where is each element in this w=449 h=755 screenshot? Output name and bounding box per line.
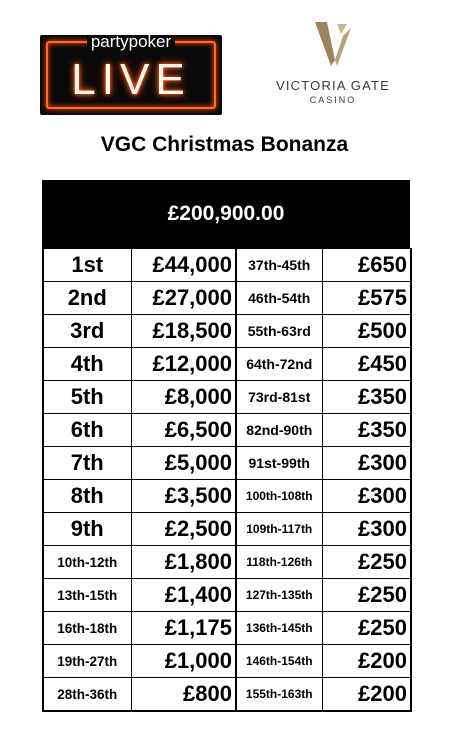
payout-grid <box>42 248 412 712</box>
prize-cell: £200 <box>322 678 411 712</box>
prize-cell: £12,000 <box>131 348 236 381</box>
place-cell: 4th <box>43 348 131 381</box>
victoria-gate-name: VICTORIA GATE <box>275 78 391 93</box>
prize-cell: £250 <box>322 579 411 612</box>
place-cell: 16th-18th <box>43 612 131 645</box>
prize-cell: £300 <box>322 480 411 513</box>
place-cell: 19th-27th <box>43 645 131 678</box>
victoria-gate-casino-label: CASINO <box>309 95 357 105</box>
place-cell: 155th-163th <box>236 678 322 712</box>
place-cell: 6th <box>43 414 131 447</box>
place-cell: 91st-99th <box>236 447 322 480</box>
victoria-gate-v-mark-icon <box>313 20 353 68</box>
prize-cell: £2,500 <box>131 513 236 546</box>
place-cell: 13th-15th <box>43 579 131 612</box>
prize-cell: £8,000 <box>131 381 236 414</box>
payout-row <box>43 315 411 348</box>
total-prize-pool: £200,900.00 <box>42 180 410 248</box>
place-cell: 64th-72nd <box>236 348 322 381</box>
place-cell: 3rd <box>43 315 131 348</box>
place-cell: 2nd <box>43 282 131 315</box>
payout-row <box>43 612 411 645</box>
payout-row <box>43 282 411 315</box>
prize-cell: £250 <box>322 612 411 645</box>
prize-cell: £200 <box>322 645 411 678</box>
place-cell: 28th-36th <box>43 678 131 712</box>
payout-row <box>43 645 411 678</box>
payout-row <box>43 381 411 414</box>
payout-row <box>43 678 411 712</box>
prize-cell: £650 <box>322 249 411 282</box>
prize-cell: £350 <box>322 414 411 447</box>
victoria-gate-logo <box>268 20 398 115</box>
place-cell: 1st <box>43 249 131 282</box>
prize-cell: £3,500 <box>131 480 236 513</box>
place-cell: 9th <box>43 513 131 546</box>
prize-cell: £250 <box>322 546 411 579</box>
place-cell: 7th <box>43 447 131 480</box>
place-cell: 136th-145th <box>236 612 322 645</box>
payout-row <box>43 513 411 546</box>
prize-cell: £44,000 <box>131 249 236 282</box>
partypoker-live-logo <box>40 35 222 115</box>
prize-cell: £575 <box>322 282 411 315</box>
prize-cell: £500 <box>322 315 411 348</box>
prize-cell: £350 <box>322 381 411 414</box>
live-wordmark: LIVE <box>71 55 191 104</box>
place-cell: 146th-154th <box>236 645 322 678</box>
place-cell: 8th <box>43 480 131 513</box>
payout-row <box>43 447 411 480</box>
payout-row <box>43 480 411 513</box>
payout-row <box>43 348 411 381</box>
place-cell: 82nd-90th <box>236 414 322 447</box>
prize-cell: £1,175 <box>131 612 236 645</box>
place-cell: 37th-45th <box>236 249 322 282</box>
prize-cell: £1,800 <box>131 546 236 579</box>
partypoker-wordmark: partypoker <box>87 35 175 51</box>
payout-row <box>43 249 411 282</box>
prize-cell: £300 <box>322 513 411 546</box>
place-cell: 55th-63rd <box>236 315 322 348</box>
place-cell: 10th-12th <box>43 546 131 579</box>
place-cell: 73rd-81st <box>236 381 322 414</box>
prize-cell: £18,500 <box>131 315 236 348</box>
payout-row <box>43 546 411 579</box>
place-cell: 100th-108th <box>236 480 322 513</box>
prize-cell: £27,000 <box>131 282 236 315</box>
place-cell: 127th-135th <box>236 579 322 612</box>
prize-cell: £450 <box>322 348 411 381</box>
payout-row <box>43 414 411 447</box>
place-cell: 118th-126th <box>236 546 322 579</box>
prize-cell: £1,400 <box>131 579 236 612</box>
payout-rows <box>43 249 411 712</box>
place-cell: 5th <box>43 381 131 414</box>
prize-cell: £6,500 <box>131 414 236 447</box>
prize-cell: £300 <box>322 447 411 480</box>
prize-cell: £800 <box>131 678 236 712</box>
place-cell: 46th-54th <box>236 282 322 315</box>
place-cell: 109th-117th <box>236 513 322 546</box>
prize-cell: £5,000 <box>131 447 236 480</box>
payout-row <box>43 579 411 612</box>
prize-cell: £1,000 <box>131 645 236 678</box>
payout-table <box>42 180 410 712</box>
page-title: VGC Christmas Bonanza <box>100 133 349 156</box>
